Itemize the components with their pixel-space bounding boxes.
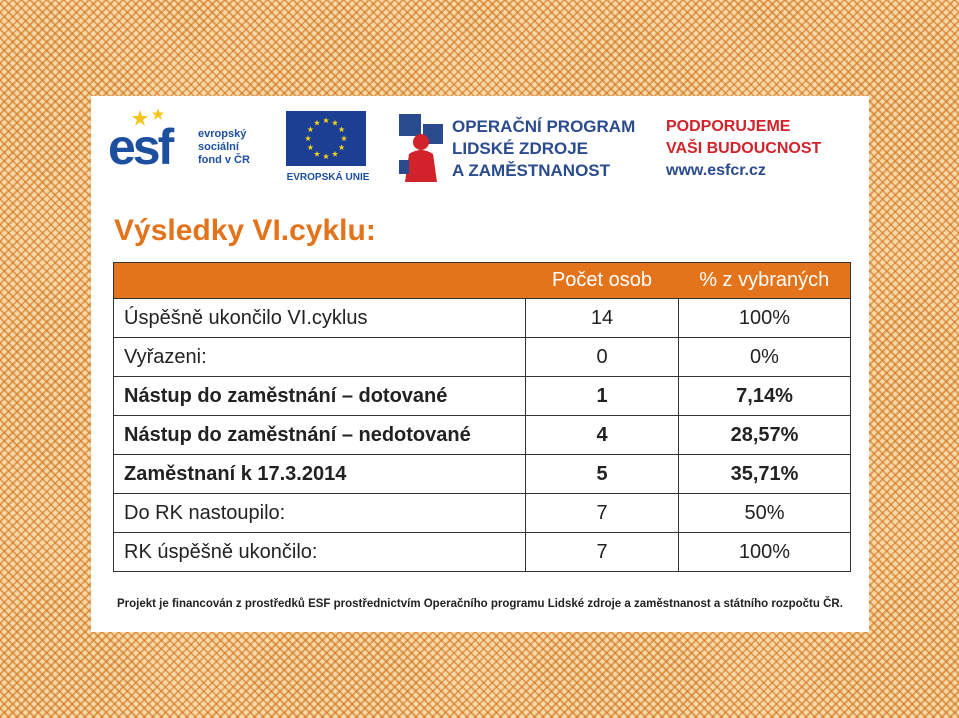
- eu-logo: [278, 108, 378, 188]
- row-count: 0: [526, 338, 679, 377]
- esf-caption: [198, 128, 250, 167]
- row-label: Zaměstnaní k 17.3.2014: [114, 455, 526, 494]
- row-percent: 50%: [679, 494, 851, 533]
- funding-footer: Projekt je financován z prostředků ESF prostřednictvím Operačního programu Lidské zdroje a zaměstnanost a státního rozpočtu ČR.: [117, 598, 843, 610]
- eu-caption: EVROPSKÁ UNIE: [286, 172, 370, 183]
- esf-letters: esf: [108, 119, 172, 175]
- row-label: Nástup do zaměstnání – nedotované: [114, 416, 526, 455]
- table-row: [114, 494, 851, 533]
- row-count: 1: [526, 377, 679, 416]
- esf-caption-line-2: sociální: [198, 141, 239, 153]
- esf-caption-line-1: evropský: [198, 128, 247, 140]
- support-text: [666, 116, 821, 182]
- row-percent: 100%: [679, 533, 851, 572]
- table-row: [114, 533, 851, 572]
- row-percent: 28,57%: [679, 416, 851, 455]
- row-count: 14: [526, 299, 679, 338]
- row-percent: 100%: [679, 299, 851, 338]
- esf-caption-line-3: fond v ČR: [198, 154, 250, 166]
- row-count: 7: [526, 494, 679, 533]
- row-label: Úspěšně ukončilo VI.cyklus: [114, 299, 526, 338]
- op-line-3: A ZAMĚSTNANOST: [452, 161, 611, 180]
- op-lzz-text: [452, 116, 635, 182]
- row-label: Do RK nastoupilo:: [114, 494, 526, 533]
- results-table: [113, 262, 851, 572]
- op-line-2: LIDSKÉ ZDROJE: [452, 139, 589, 158]
- table-header-row: [114, 263, 851, 299]
- op-lzz-logo: [395, 108, 657, 188]
- slide: [91, 96, 869, 632]
- support-url: www.esfcr.cz: [666, 162, 766, 179]
- table-row: [114, 416, 851, 455]
- row-percent: 35,71%: [679, 455, 851, 494]
- support-line-2: VAŠI BUDOUCNOST: [666, 140, 822, 157]
- page-title: Výsledky VI.cyklu:: [114, 214, 376, 247]
- row-percent: 0%: [679, 338, 851, 377]
- support-line-1: PODPORUJEME: [666, 118, 791, 135]
- table-row: [114, 455, 851, 494]
- table-row: [114, 299, 851, 338]
- row-label: Vyřazeni:: [114, 338, 526, 377]
- row-label: Nástup do zaměstnání – dotované: [114, 377, 526, 416]
- table-row: [114, 338, 851, 377]
- support-logo: [666, 108, 844, 188]
- row-count: 4: [526, 416, 679, 455]
- eu-flag-icon: [286, 111, 366, 166]
- header-count: Počet osob: [526, 263, 679, 299]
- esf-logo: [108, 108, 258, 188]
- row-count: 5: [526, 455, 679, 494]
- row-count: 7: [526, 533, 679, 572]
- header-percent: % z vybraných: [679, 263, 851, 299]
- row-percent: 7,14%: [679, 377, 851, 416]
- table-row: [114, 377, 851, 416]
- op-line-1: OPERAČNÍ PROGRAM: [452, 117, 636, 136]
- op-figure-icon: [395, 110, 447, 182]
- logo-banner: [108, 108, 838, 188]
- row-label: RK úspěšně ukončilo:: [114, 533, 526, 572]
- header-label: [114, 263, 526, 299]
